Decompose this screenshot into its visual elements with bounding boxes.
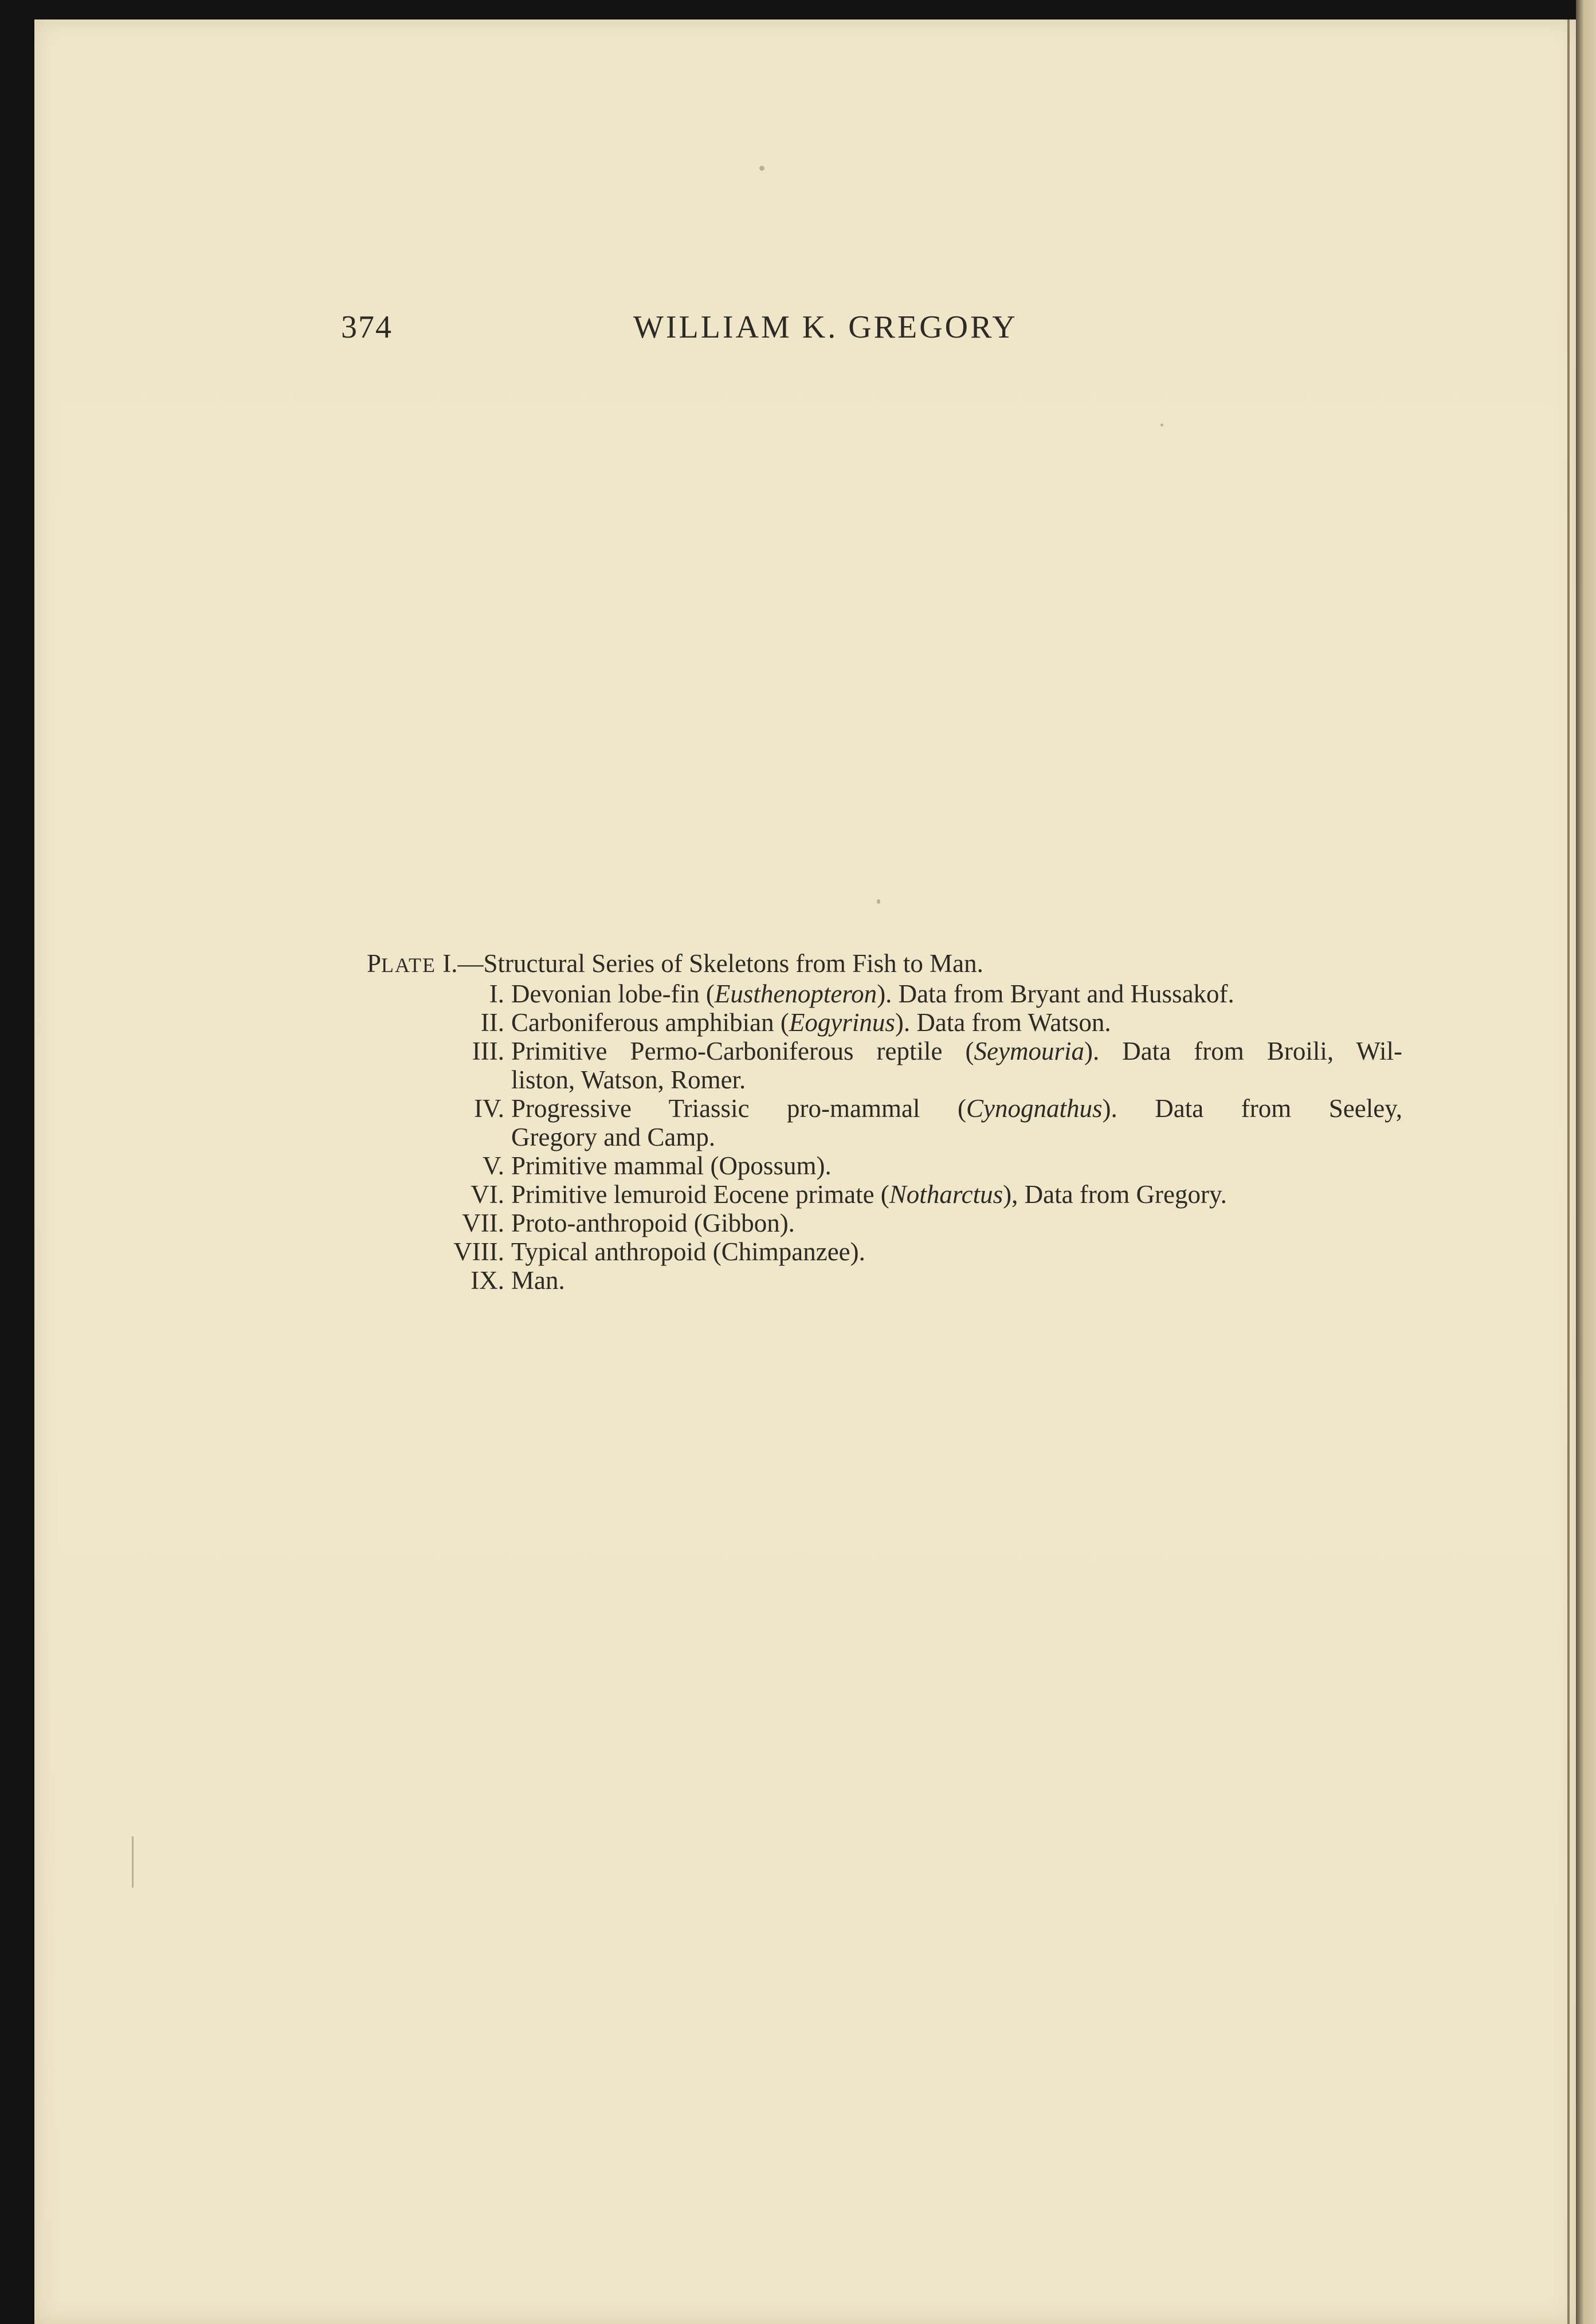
plate-entry-list	[367, 979, 1403, 1295]
page-edge-line	[1567, 19, 1570, 2324]
book-page	[34, 19, 1576, 2324]
plate-entry	[367, 1094, 1402, 1151]
plate-caption	[367, 949, 1403, 1295]
plate-title: I.—Structural Series of Skeletons from Fish to Man.	[436, 949, 983, 978]
genus-name: Eogyrinus	[789, 1008, 895, 1037]
plate-entry-text	[511, 1151, 832, 1180]
running-head	[34, 309, 1576, 360]
plate-entry	[367, 1237, 1398, 1266]
plate-entry-text	[511, 1237, 865, 1266]
plate-entry-text	[511, 979, 1234, 1008]
plate-label-initial: P	[367, 949, 382, 978]
plate-entry	[367, 979, 1398, 1008]
entry-text-start: Primitive Permo-Carboniferous reptile (	[511, 1037, 974, 1065]
plate-entry-numeral: VII.	[462, 1209, 504, 1237]
entry-text-start: Man.	[511, 1266, 565, 1295]
plate-entry-text	[511, 1037, 1402, 1065]
plate-entry	[367, 1037, 1402, 1094]
entry-continuation: Gregory and Camp.	[511, 1123, 716, 1151]
plate-entry-text	[511, 1094, 1402, 1123]
paper-speck	[1160, 424, 1163, 426]
plate-entry-text	[511, 1266, 565, 1295]
plate-entry-numeral: I.	[489, 979, 504, 1008]
genus-name: Seymouria	[974, 1037, 1084, 1065]
plate-label-smallcaps: LATE	[381, 954, 437, 977]
next-page-edge	[1576, 0, 1596, 2324]
entry-text-end: ). Data from Watson.	[895, 1008, 1111, 1037]
plate-entry	[367, 1008, 1398, 1037]
entry-text-start: Proto-anthropoid (Gibbon).	[511, 1209, 795, 1237]
plate-entry-numeral: IV.	[474, 1094, 504, 1123]
plate-entry	[367, 1151, 1398, 1180]
plate-entry-text	[511, 1180, 1227, 1209]
genus-name: Eusthenopteron	[714, 979, 877, 1008]
entry-text-end: ). Data from Seeley,	[1102, 1094, 1403, 1123]
plate-entry-numeral: V.	[483, 1151, 504, 1180]
plate-entry	[367, 1266, 1398, 1295]
running-title: WILLIAM K. GREGORY	[633, 309, 1018, 345]
entry-text-start: Progressive Triassic pro-mammal (	[511, 1094, 966, 1123]
plate-entry-numeral: VIII.	[453, 1237, 504, 1266]
plate-entry-text	[511, 1209, 795, 1237]
paper-speck	[759, 166, 764, 171]
entry-text-start: Carboniferous amphibian (	[511, 1008, 789, 1037]
genus-name: Notharctus	[889, 1180, 1003, 1209]
plate-entry	[367, 1209, 1398, 1237]
paper-speck	[877, 899, 880, 904]
plate-entry	[367, 1180, 1398, 1209]
plate-entry-numeral: III.	[472, 1037, 504, 1065]
entry-text-start: Primitive mammal (Opossum).	[511, 1151, 832, 1180]
page-number: 374	[341, 309, 393, 345]
plate-entry-numeral: II.	[480, 1008, 504, 1037]
entry-text-start: Primitive lemuroid Eocene primate (	[511, 1180, 889, 1209]
entry-text-start: Devonian lobe-fin (	[511, 979, 715, 1008]
paper-speck	[132, 1836, 134, 1888]
plate-heading	[367, 949, 1398, 979]
entry-text-end: ). Data from Broili, Wil-	[1084, 1037, 1402, 1065]
entry-text-end: ). Data from Bryant and Hussakof.	[877, 979, 1234, 1008]
plate-entry-numeral: IX.	[470, 1266, 504, 1295]
entry-text-start: Typical anthropoid (Chimpanzee).	[511, 1237, 865, 1266]
entry-continuation: liston, Watson, Romer.	[511, 1065, 746, 1094]
plate-entry-text	[511, 1008, 1111, 1037]
entry-text-end: ), Data from Gregory.	[1003, 1180, 1227, 1209]
genus-name: Cynognathus	[966, 1094, 1103, 1123]
plate-entry-numeral: VI.	[470, 1180, 504, 1209]
